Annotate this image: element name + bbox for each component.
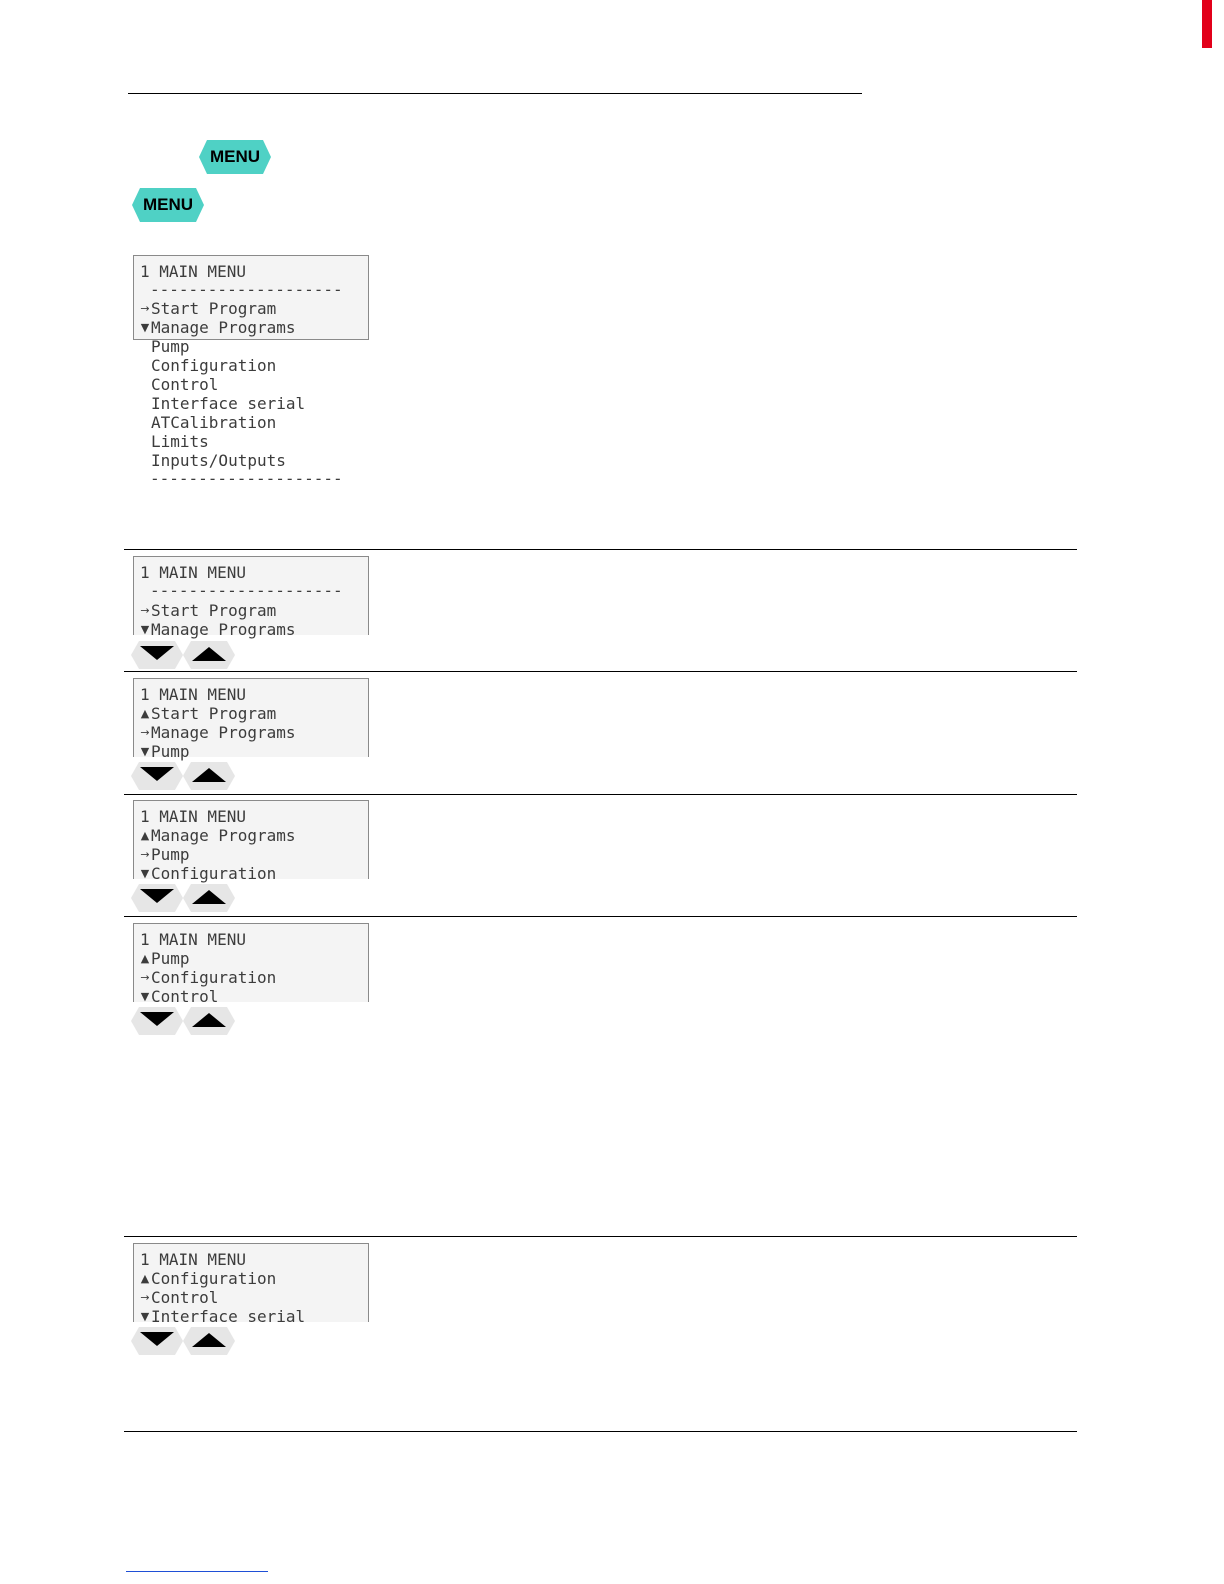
menu-item: Configuration: [151, 1269, 277, 1288]
selected-arrow-icon: →: [140, 1291, 150, 1304]
menu-item: Interface serial: [151, 1307, 306, 1326]
menu-item: Pump: [151, 949, 190, 968]
lcd-title: 1 MAIN MENU: [140, 930, 246, 949]
menu-item: Interface serial: [151, 394, 306, 413]
scroll-down-icon: ▼: [140, 867, 150, 880]
lcd-title: 1 MAIN MENU: [140, 563, 246, 582]
scroll-up-icon: ▲: [140, 1272, 150, 1285]
up-key-icon[interactable]: [183, 762, 235, 790]
lcd-separator: --------------------: [150, 280, 343, 299]
down-key-icon[interactable]: [131, 884, 183, 912]
up-key-icon[interactable]: [183, 884, 235, 912]
down-key-icon[interactable]: [131, 1327, 183, 1355]
menu-item: Start Program: [151, 704, 277, 723]
scroll-down-icon: ▼: [140, 1310, 150, 1323]
table-row-divider: [124, 549, 1077, 550]
menu-item: Control: [151, 375, 219, 394]
scroll-up-icon: ▲: [140, 952, 150, 965]
lcd-separator: --------------------: [150, 581, 343, 600]
menu-item: Inputs/Outputs: [151, 451, 286, 470]
menu-item: Start Program: [151, 299, 277, 318]
scroll-down-icon: ▼: [140, 623, 150, 636]
table-bottom-rule: [124, 1431, 1077, 1432]
menu-item: Start Program: [151, 601, 277, 620]
menu-item: Pump: [151, 337, 190, 356]
menu-key-label: MENU: [142, 195, 194, 214]
scroll-up-icon: ▲: [140, 829, 150, 842]
down-key-icon[interactable]: [131, 641, 183, 669]
lcd-title: 1 MAIN MENU: [140, 1250, 246, 1269]
up-key-icon[interactable]: [183, 641, 235, 669]
menu-item: Manage Programs: [151, 723, 296, 742]
footer-link-underline[interactable]: [126, 1571, 268, 1572]
scroll-up-icon: ▲: [140, 707, 150, 720]
header-rule: [128, 93, 862, 94]
selected-arrow-icon: →: [140, 971, 150, 984]
menu-item: Control: [151, 1288, 219, 1307]
down-key-icon[interactable]: [131, 1007, 183, 1035]
table-row-divider: [124, 1236, 1077, 1237]
table-row-divider: [124, 794, 1077, 795]
scroll-down-icon: ▼: [140, 990, 150, 1003]
menu-item: Control: [151, 987, 219, 1006]
scroll-down-icon: ▼: [140, 321, 150, 334]
menu-item: Limits: [151, 432, 209, 451]
lcd-title: 1 MAIN MENU: [140, 685, 246, 704]
table-row-divider: [124, 671, 1077, 672]
menu-key-label: MENU: [209, 147, 261, 166]
menu-item: Manage Programs: [151, 620, 296, 639]
up-key-icon[interactable]: [183, 1327, 235, 1355]
down-key-icon[interactable]: [131, 762, 183, 790]
menu-item: Configuration: [151, 356, 277, 375]
lcd-separator: --------------------: [150, 469, 343, 488]
menu-item: ATCalibration: [151, 413, 277, 432]
menu-item: Manage Programs: [151, 318, 296, 337]
menu-item: Pump: [151, 742, 190, 761]
scroll-down-icon: ▼: [140, 745, 150, 758]
menu-item: Configuration: [151, 968, 277, 987]
lcd-title: 1 MAIN MENU: [140, 262, 246, 281]
table-row-divider: [124, 916, 1077, 917]
menu-item: Configuration: [151, 864, 277, 883]
up-key-icon[interactable]: [183, 1007, 235, 1035]
selected-arrow-icon: →: [140, 726, 150, 739]
menu-item: Pump: [151, 845, 190, 864]
menu-item: Manage Programs: [151, 826, 296, 845]
menu-key-icon[interactable]: [132, 188, 204, 222]
lcd-title: 1 MAIN MENU: [140, 807, 246, 826]
page-tab-marker: [1202, 0, 1212, 48]
menu-key-icon[interactable]: [199, 140, 271, 174]
selected-arrow-icon: →: [140, 604, 150, 617]
selected-arrow-icon: →: [140, 302, 150, 315]
selected-arrow-icon: →: [140, 848, 150, 861]
